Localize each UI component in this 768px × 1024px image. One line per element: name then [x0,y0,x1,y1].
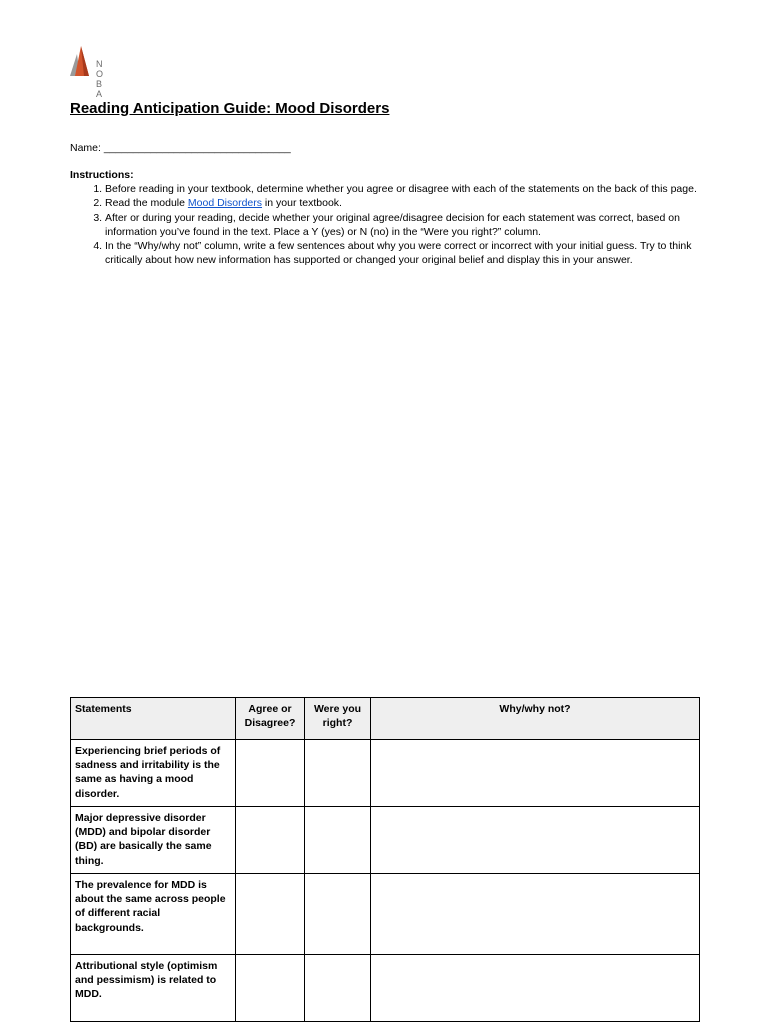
were-you-right-cell[interactable] [305,874,371,955]
statement-cell: Experiencing brief periods of sadness and irritability is the same as having a mood disorder. [71,740,236,807]
agree-disagree-cell[interactable] [236,874,305,955]
name-field-line: Name: ________________________________ [70,142,291,154]
instruction-text: Read the module [105,197,188,210]
anticipation-guide-table [70,697,700,1022]
header-why-why-not: Why/why not? [371,698,700,740]
instruction-item: 1. Before reading in your textbook, determine whether you agree or disagree with each of the statements on the back of this page. [105,182,730,196]
agree-disagree-cell[interactable] [236,807,305,874]
table-header-row [71,698,700,740]
header-statements: Statements [71,698,236,740]
were-you-right-cell[interactable] [305,807,371,874]
statement-cell: Attributional style (optimism and pessimism) is related to MDD. [71,955,236,1022]
agree-disagree-cell[interactable] [236,955,305,1022]
header-were-you-right: Were you right? [305,698,371,740]
why-why-not-cell[interactable] [371,807,700,874]
table-row [71,740,700,807]
why-why-not-cell[interactable] [371,955,700,1022]
were-you-right-cell[interactable] [305,740,371,807]
table-row [71,955,700,1022]
table-row [71,874,700,955]
table-row [71,807,700,874]
why-why-not-cell[interactable] [371,740,700,807]
noba-logo-icon [68,44,94,78]
instruction-item: 3. After or during your reading, decide whether your original agree/disagree decision for each statement was correct, based on information you’ve found in the text. Place a Y (yes) or N (no) in the “Were you right?” column. [105,211,730,240]
header-agree-disagree: Agree or Disagree? [236,698,305,740]
instruction-text: in your textbook. [262,197,342,210]
page-title: Reading Anticipation Guide: Mood Disorders [70,100,390,117]
why-why-not-cell[interactable] [371,874,700,955]
instructions-list [70,182,730,268]
mood-disorders-link[interactable]: Mood Disorders [187,197,263,210]
were-you-right-cell[interactable] [305,955,371,1022]
logo-wordmark: N O B A [96,59,111,99]
instruction-item [105,196,730,210]
instructions-heading: Instructions: [70,169,134,181]
instruction-item: 4. In the “Why/why not” column, write a few sentences about why you were correct or incorrect with your initial guess. Try to think critically about how new information has supported or changed your original belief and display this in your answer. [105,239,730,268]
agree-disagree-cell[interactable] [236,740,305,807]
statement-cell: The prevalence for MDD is about the same across people of different racial backgrounds. [71,874,236,955]
statement-cell: Major depressive disorder (MDD) and bipolar disorder (BD) are basically the same thing. [71,807,236,874]
